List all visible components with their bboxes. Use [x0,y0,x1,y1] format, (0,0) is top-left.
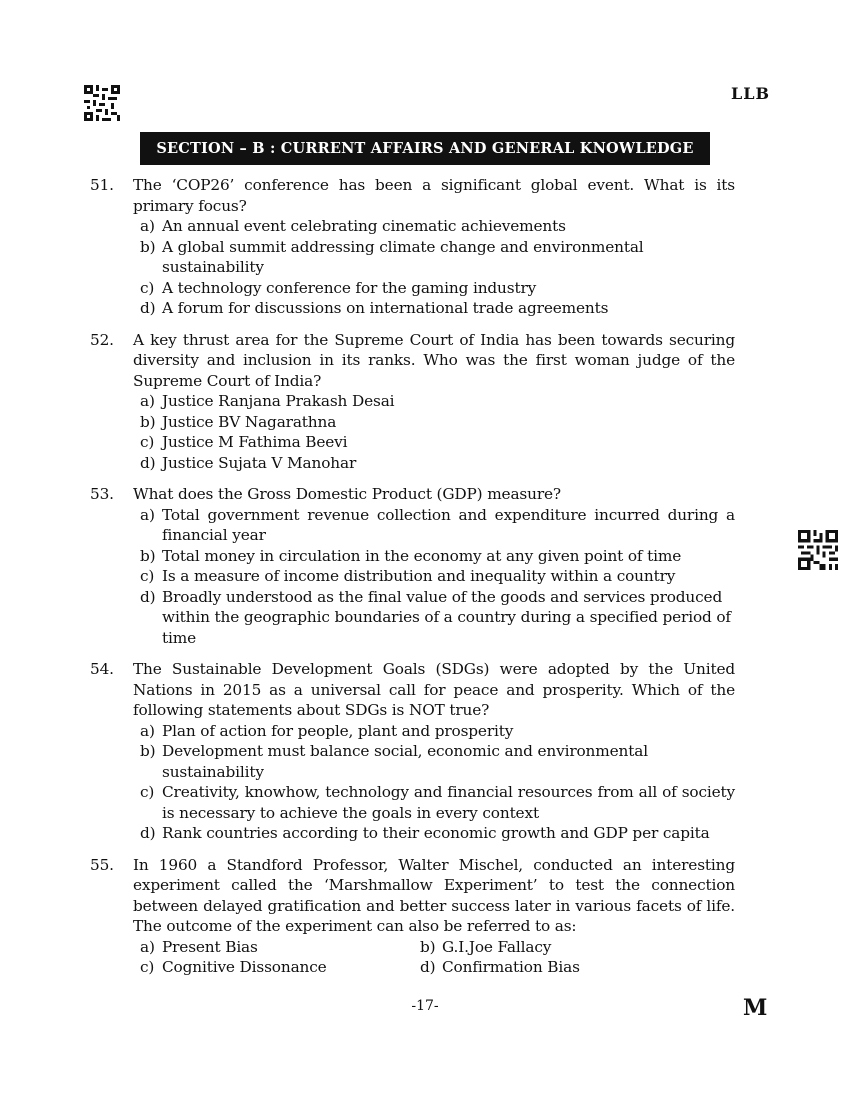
question [90,330,735,474]
option-list [140,216,735,319]
qr-code-icon [798,530,838,570]
option-text: An annual event celebrating cinematic achievements [162,217,566,235]
question-number: 53. [90,485,114,503]
option-label: b) [140,237,156,256]
option-label: b) [420,937,436,956]
option-label: d) [420,958,436,976]
option-list [140,937,735,978]
qr-code-icon [84,85,120,121]
option-label: a) [140,937,155,956]
question-text: In 1960 a Standford Professor, Walter Mischel, conducted an interesting experiment called the ‘Marshmallow Experiment’ to test the connection between delayed gratification and better success later in various facets of life. The outcome of the experiment can also be referred to as: [133,855,735,935]
page-number: -17- [411,998,439,1014]
option-label: a) [140,392,155,410]
option [140,237,735,278]
question [90,175,735,319]
option-text: Justice BV Nagarathna [162,412,337,431]
option-label: b) [140,742,156,760]
option-label: a) [140,505,155,524]
option [140,721,735,742]
option-list [140,721,735,844]
question-number: 51. [90,176,114,194]
option-text: A forum for discussions on international trade agreements [162,299,609,317]
option [420,957,680,978]
question [90,659,735,844]
option [140,957,420,978]
option-text: Confirmation Bias [442,958,580,976]
option [140,587,735,649]
option-text: A technology conference for the gaming industry [162,278,537,297]
option-text: Present Bias [162,937,258,956]
option-text: Justice Ranjana Prakash Desai [162,392,395,410]
option-label: b) [140,412,156,431]
option-text: Cognitive Dissonance [162,958,327,976]
question-text: A key thrust area for the Supreme Court of India has been towards securing diversity and inclusion in its ranks. Who was the first woman judge of the Supreme Court of India? [133,330,735,390]
option [140,432,735,453]
option-text: Justice M Fathima Beevi [162,433,348,451]
option-text: Total money in circulation in the economy at any given point of time [162,546,682,565]
option [140,937,420,958]
option-list [140,391,735,473]
option-text: Creativity, knowhow, technology and financial resources from all of society is necessary to achieve the goals in every context [162,783,735,822]
option-text: Rank countries according to their economic growth and GDP per capita [162,824,710,842]
option-label: c) [140,278,155,297]
option-text: Development must balance social, economic and environmental sustainability [162,742,648,781]
option-label: c) [140,433,155,451]
question-number: 55. [90,855,114,874]
question-text: The Sustainable Development Goals (SDGs) were adopted by the United Nations in 2015 as a universal call for peace and prosperity. Which of the following statements about SDGs is NOT true? [133,660,735,719]
question-text: The ‘COP26’ conference has been a significant global event. What is its primary focus? [133,176,735,215]
option [140,412,735,433]
option [140,546,735,567]
option-label: d) [140,299,156,317]
option [140,566,735,587]
option-label: d) [140,587,156,606]
question [90,855,735,978]
option-label: c) [140,958,155,976]
option-label: d) [140,824,156,842]
option [140,782,735,823]
question [90,484,735,648]
option [140,298,735,319]
question-number: 54. [90,660,114,678]
option-text: A global summit addressing climate change and environmental sustainability [162,237,644,276]
option-label: c) [140,783,155,801]
option-text: G.I.Joe Fallacy [442,937,552,956]
option [140,823,735,844]
option-text: Total government revenue collection and expenditure incurred during a financial year [162,505,735,544]
option-text: Plan of action for people, plant and prosperity [162,721,514,740]
question-number: 52. [90,330,114,349]
series-mark: M [743,995,768,1021]
option-label: d) [140,453,156,472]
option-list [140,505,735,649]
option [140,391,735,412]
option [140,741,735,782]
option-text: Is a measure of income distribution and inequality within a country [162,567,676,585]
option-label: a) [140,217,155,235]
option-text: Broadly understood as the final value of the goods and services produced within the geographic boundaries of a country during a specified period of time [162,587,731,647]
option-label: b) [140,546,156,565]
option [420,937,680,958]
option [140,216,735,237]
option [140,453,735,474]
section-title: SECTION – B : CURRENT AFFAIRS AND GENERAL KNOWLEDGE [140,132,710,165]
question-list [90,175,735,989]
option-label: a) [140,721,155,740]
question-text: What does the Gross Domestic Product (GDP) measure? [133,485,561,503]
course-code: LLB [731,84,771,103]
option-label: c) [140,567,155,585]
option-text: Justice Sujata V Manohar [162,453,357,472]
option [140,505,735,546]
option [140,278,735,299]
